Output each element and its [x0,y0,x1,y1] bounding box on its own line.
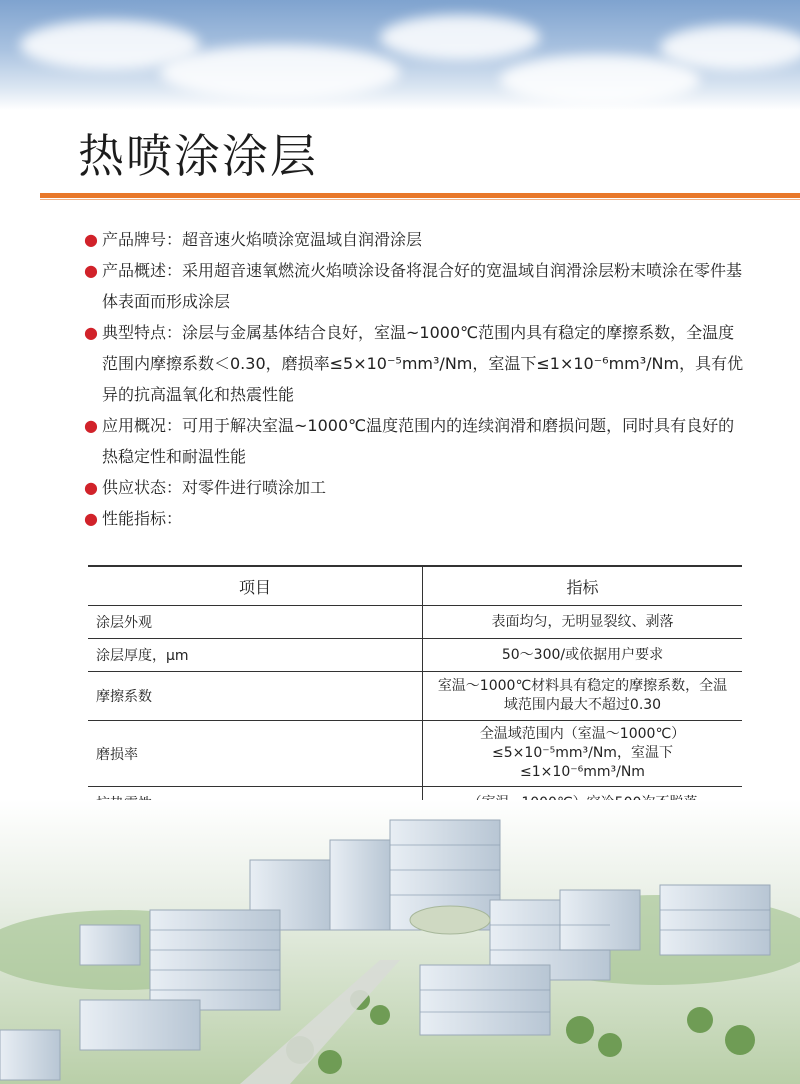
bullet-item-performance [84,503,748,534]
table-cell-item: 摩擦系数 [88,672,423,721]
bullet-text: 超音速火焰喷涂宽温域自润滑涂层 [182,230,423,249]
page-title: 热喷涂涂层 [78,129,318,183]
bullet-dot-icon: ● [84,416,98,435]
table-cell-item: 磨损率 [88,721,423,787]
bullet-dot-icon: ● [84,509,98,528]
bullet-label: 产品牌号： [102,230,183,249]
bullet-dot-icon: ● [84,323,98,342]
bullet-text: 采用超音速氧燃流火焰喷涂设备将混合好的宽温域自润滑涂层粉末喷涂在零件基体表面而形成涂层 [102,261,743,311]
campus-illustration-graphic [0,800,800,1084]
table-cell-value: 全温域范围内（室温～1000℃）≤5×10⁻⁵mm³/Nm，室温下≤1×10⁻⁶mm³/Nm [423,721,743,787]
bullet-text: 对零件进行喷涂加工 [182,478,327,497]
bullet-label: 性能指标： [102,509,183,528]
table-header-row [88,566,742,606]
bullet-item-application [84,410,748,472]
title-rule-thin [40,199,800,200]
bullet-item-brand [84,224,748,255]
bullet-item-overview [84,255,748,317]
table-row [88,639,742,672]
table-header-value: 指标 [423,566,743,606]
bullet-text: 可用于解决室温~1000℃温度范围内的连续润滑和磨损问题，同时具有良好的热稳定性和耐温性能 [102,416,735,466]
table-cell-value: 50～300/或依据用户要求 [423,639,743,672]
bullet-text: 涂层与金属基体结合良好，室温~1000℃范围内具有稳定的摩擦系数，全温度范围内摩擦系数＜0.30，磨损率≤5×10⁻⁵mm³/Nm，室温下≤1×10⁻⁶mm³/Nm，具有优异的抗高温氧化和热震性能 [102,323,744,404]
table-cell-value: 表面均匀，无明显裂纹、剥落 [423,606,743,639]
bullet-dot-icon: ● [84,261,98,280]
bullet-dot-icon: ● [84,230,98,249]
title-rule [40,193,800,198]
sky-banner [0,0,800,110]
table-cell-item: 涂层外观 [88,606,423,639]
table-row [88,672,742,721]
table-cell-item: 涂层厚度，μm [88,639,423,672]
spec-table [88,565,742,821]
bullet-item-supply [84,472,748,503]
bullet-label: 供应状态： [102,478,183,497]
bullet-label: 产品概述： [102,261,183,280]
bullet-label: 典型特点： [102,323,183,342]
bullet-label: 应用概况： [102,416,183,435]
campus-illustration [0,800,800,1084]
table-header-item: 项目 [88,566,423,606]
bullet-item-features [84,317,748,410]
table-row [88,721,742,787]
bullet-list [84,224,748,534]
table-row [88,606,742,639]
bullet-dot-icon: ● [84,478,98,497]
table-cell-value: 室温～1000℃材料具有稳定的摩擦系数，全温域范围内最大不超过0.30 [423,672,743,721]
